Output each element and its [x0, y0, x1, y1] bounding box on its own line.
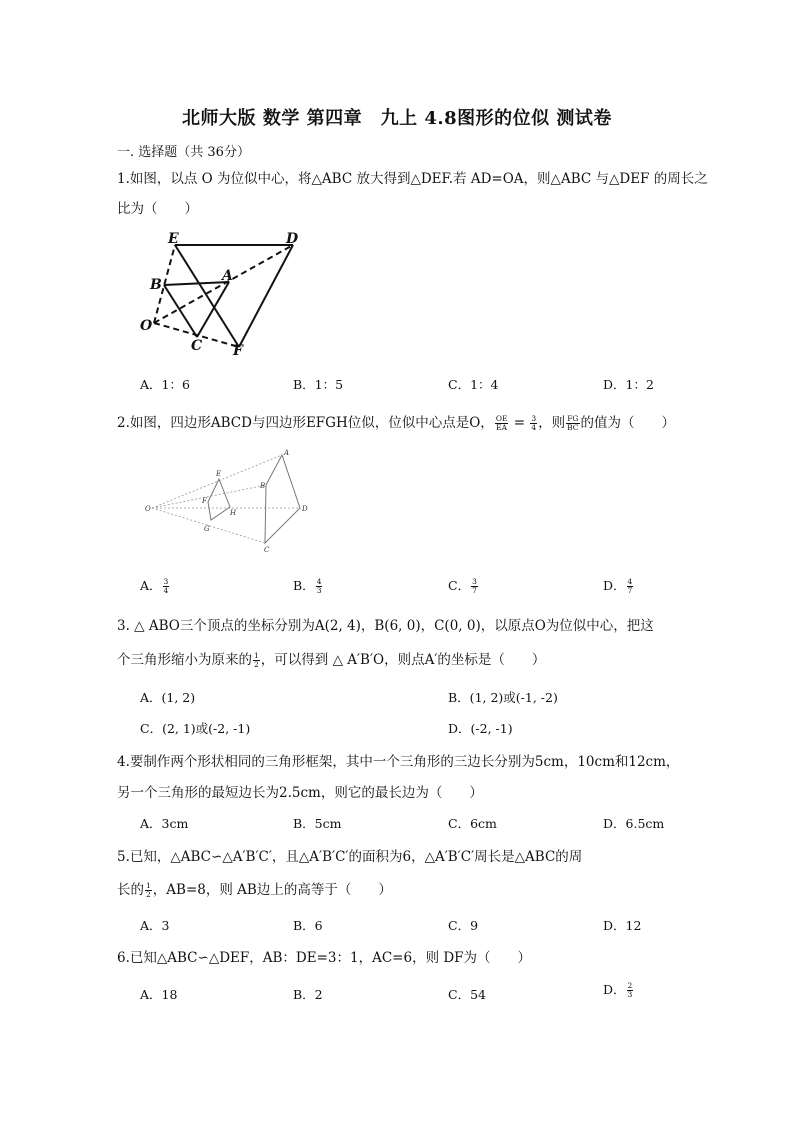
q2-figure: [140, 445, 320, 557]
q1-text-line2: 比为（ ）: [117, 201, 198, 217]
q2-label-o: O: [145, 505, 151, 513]
q5-frac-den: 2: [146, 890, 151, 899]
q2-option-a-den: 4: [163, 586, 169, 595]
q1-label-o: O: [140, 318, 153, 334]
q5-option-d: D．12: [603, 918, 642, 933]
q2-option-d-letter: D．: [603, 578, 626, 593]
q1-label-e: E: [168, 231, 179, 247]
q1-label-a: A: [222, 268, 233, 284]
q4-text-line2: 另一个三角形的最短边长为2.5cm，则它的最长边为（ ）: [117, 785, 483, 801]
q3-frac-den: 2: [254, 660, 259, 669]
q5-text-line2: [117, 878, 392, 899]
q2-frac3-num: FG: [567, 414, 579, 423]
q2-label-c: C: [264, 546, 270, 554]
q5-text-line2-pre: 长的: [117, 882, 144, 898]
q2-option-a-letter: A．: [140, 578, 162, 593]
q5-text-line1: 5.已知，△ABC∽△A′B′C′，且△A′B′C′的面积为6，△A′B′C′周长是△ABC的周: [117, 849, 583, 865]
q2-option-b-den: 3: [316, 586, 322, 595]
q2-option-d: [603, 576, 634, 595]
q5-frac-half: [145, 882, 152, 899]
q6-option-d-letter: D．: [603, 982, 626, 997]
q2-option-c-den: 7: [472, 586, 477, 595]
q2-option-c-letter: C．: [448, 578, 471, 593]
q6-option-a: A．18: [140, 987, 178, 1002]
q1-option-b: B．1：5: [293, 377, 344, 392]
q2-option-c-num: 3: [472, 577, 477, 586]
q3-option-d: D．(-2, -1): [448, 721, 513, 736]
q2-label-b: B: [260, 482, 266, 490]
q2-option-b: [293, 576, 323, 595]
q3-text-line2-pre: 个三角形缩小为原来的: [117, 652, 252, 668]
q2-frac-3-4: [530, 415, 537, 432]
q2-text-mid: ，则: [538, 415, 566, 431]
q1-option-a: A．1：6: [140, 377, 190, 392]
q2-frac1-den: EA: [496, 423, 508, 432]
page-title: 北师大版 数学 第四章 九上 4.8图形的位似 测试卷: [182, 108, 612, 129]
q2-label-a: A: [284, 449, 290, 457]
q4-option-b: B．5cm: [293, 816, 342, 831]
q2-text-post: 的值为（ ）: [580, 415, 676, 431]
q1-label-b: B: [150, 277, 162, 293]
q6-option-d-num: 2: [627, 981, 633, 990]
q2-frac-fg-bc: [566, 415, 579, 432]
q2-frac2-num: 3: [531, 414, 537, 423]
section-heading: 一. 选择题（共 36分）: [117, 145, 250, 160]
q5-option-c: C．9: [448, 918, 479, 933]
q2-frac2-den: 4: [531, 423, 537, 432]
q3-option-a: A．(1, 2): [140, 690, 196, 705]
q4-option-c: C．6cm: [448, 816, 497, 831]
q3-text-line2-post: ，可以得到 △ A′B′O，则点A′的坐标是（ ）: [260, 652, 546, 668]
q3-frac-num: 1: [254, 651, 259, 660]
q2-text: [117, 411, 675, 432]
q2-option-a: [140, 576, 170, 595]
q6-option-d: [603, 980, 634, 999]
q2-label-g: G: [204, 525, 210, 533]
q5-frac-num: 1: [146, 881, 151, 890]
q2-frac-oe-ea: [495, 415, 509, 432]
q6-option-b: B．2: [293, 987, 323, 1002]
q6-option-c: C．54: [448, 987, 486, 1002]
q4-text-line1: 4.要制作两个形状相同的三角形框架，其中一个三角形的三边长分别为5cm，10cm和12cm，: [117, 754, 680, 770]
q3-option-b: B．(1, 2)或(-1, -2): [448, 690, 558, 705]
q2-option-d-den: 7: [627, 586, 633, 595]
q2-text-pre: 2.如图，四边形ABCD与四边形EFGH位似，位似中心点是O，: [117, 415, 494, 431]
q1-label-d: D: [286, 231, 299, 247]
q1-label-f: F: [233, 343, 243, 358]
q5-option-a: A．3: [140, 918, 170, 933]
q3-text-line2: [117, 648, 545, 669]
q1-option-c: C．1：4: [448, 377, 499, 392]
q2-equals: =: [513, 415, 526, 431]
q5-option-b: B．6: [293, 918, 323, 933]
q2-option-c: [448, 576, 479, 595]
q6-text-line1: 6.已知△ABC∽△DEF，AB：DE=3：1，AC=6，则 DF为（ ）: [117, 950, 532, 966]
q2-option-d-num: 4: [627, 577, 633, 586]
q2-option-a-num: 3: [163, 577, 169, 586]
q2-label-f: F: [202, 497, 207, 505]
q1-option-d: D．1：2: [603, 377, 654, 392]
q1-text-line1: 1.如图，以点 O 为位似中心，将△ABC 放大得到△DEF.若 AD=OA，则△ABC 与△DEF 的周长之: [117, 171, 708, 187]
q3-text-line1: 3. △ ABO三个顶点的坐标分别为A(2, 4)，B(6, 0)，C(0, 0)，以原点O为位似中心，把这: [117, 618, 654, 634]
q2-label-d: D: [302, 505, 308, 513]
q4-option-d: D．6.5cm: [603, 816, 665, 831]
q1-figure: [130, 226, 310, 358]
q4-option-a: A．3cm: [140, 816, 189, 831]
q2-option-b-letter: B．: [293, 578, 315, 593]
q2-label-h: H: [230, 509, 237, 517]
q3-frac-half: [253, 652, 260, 669]
q3-option-c: C．(2, 1)或(-2, -1): [140, 721, 251, 736]
q2-option-b-num: 4: [316, 577, 322, 586]
q5-text-line2-post: ，AB=8，则 AB边上的高等于（ ）: [152, 882, 392, 898]
q1-label-c: C: [191, 338, 203, 354]
q2-frac3-den: BC: [567, 423, 579, 432]
q2-label-e: E: [216, 470, 222, 478]
q2-frac1-num: OE: [495, 414, 508, 423]
q6-option-d-den: 3: [627, 990, 633, 999]
